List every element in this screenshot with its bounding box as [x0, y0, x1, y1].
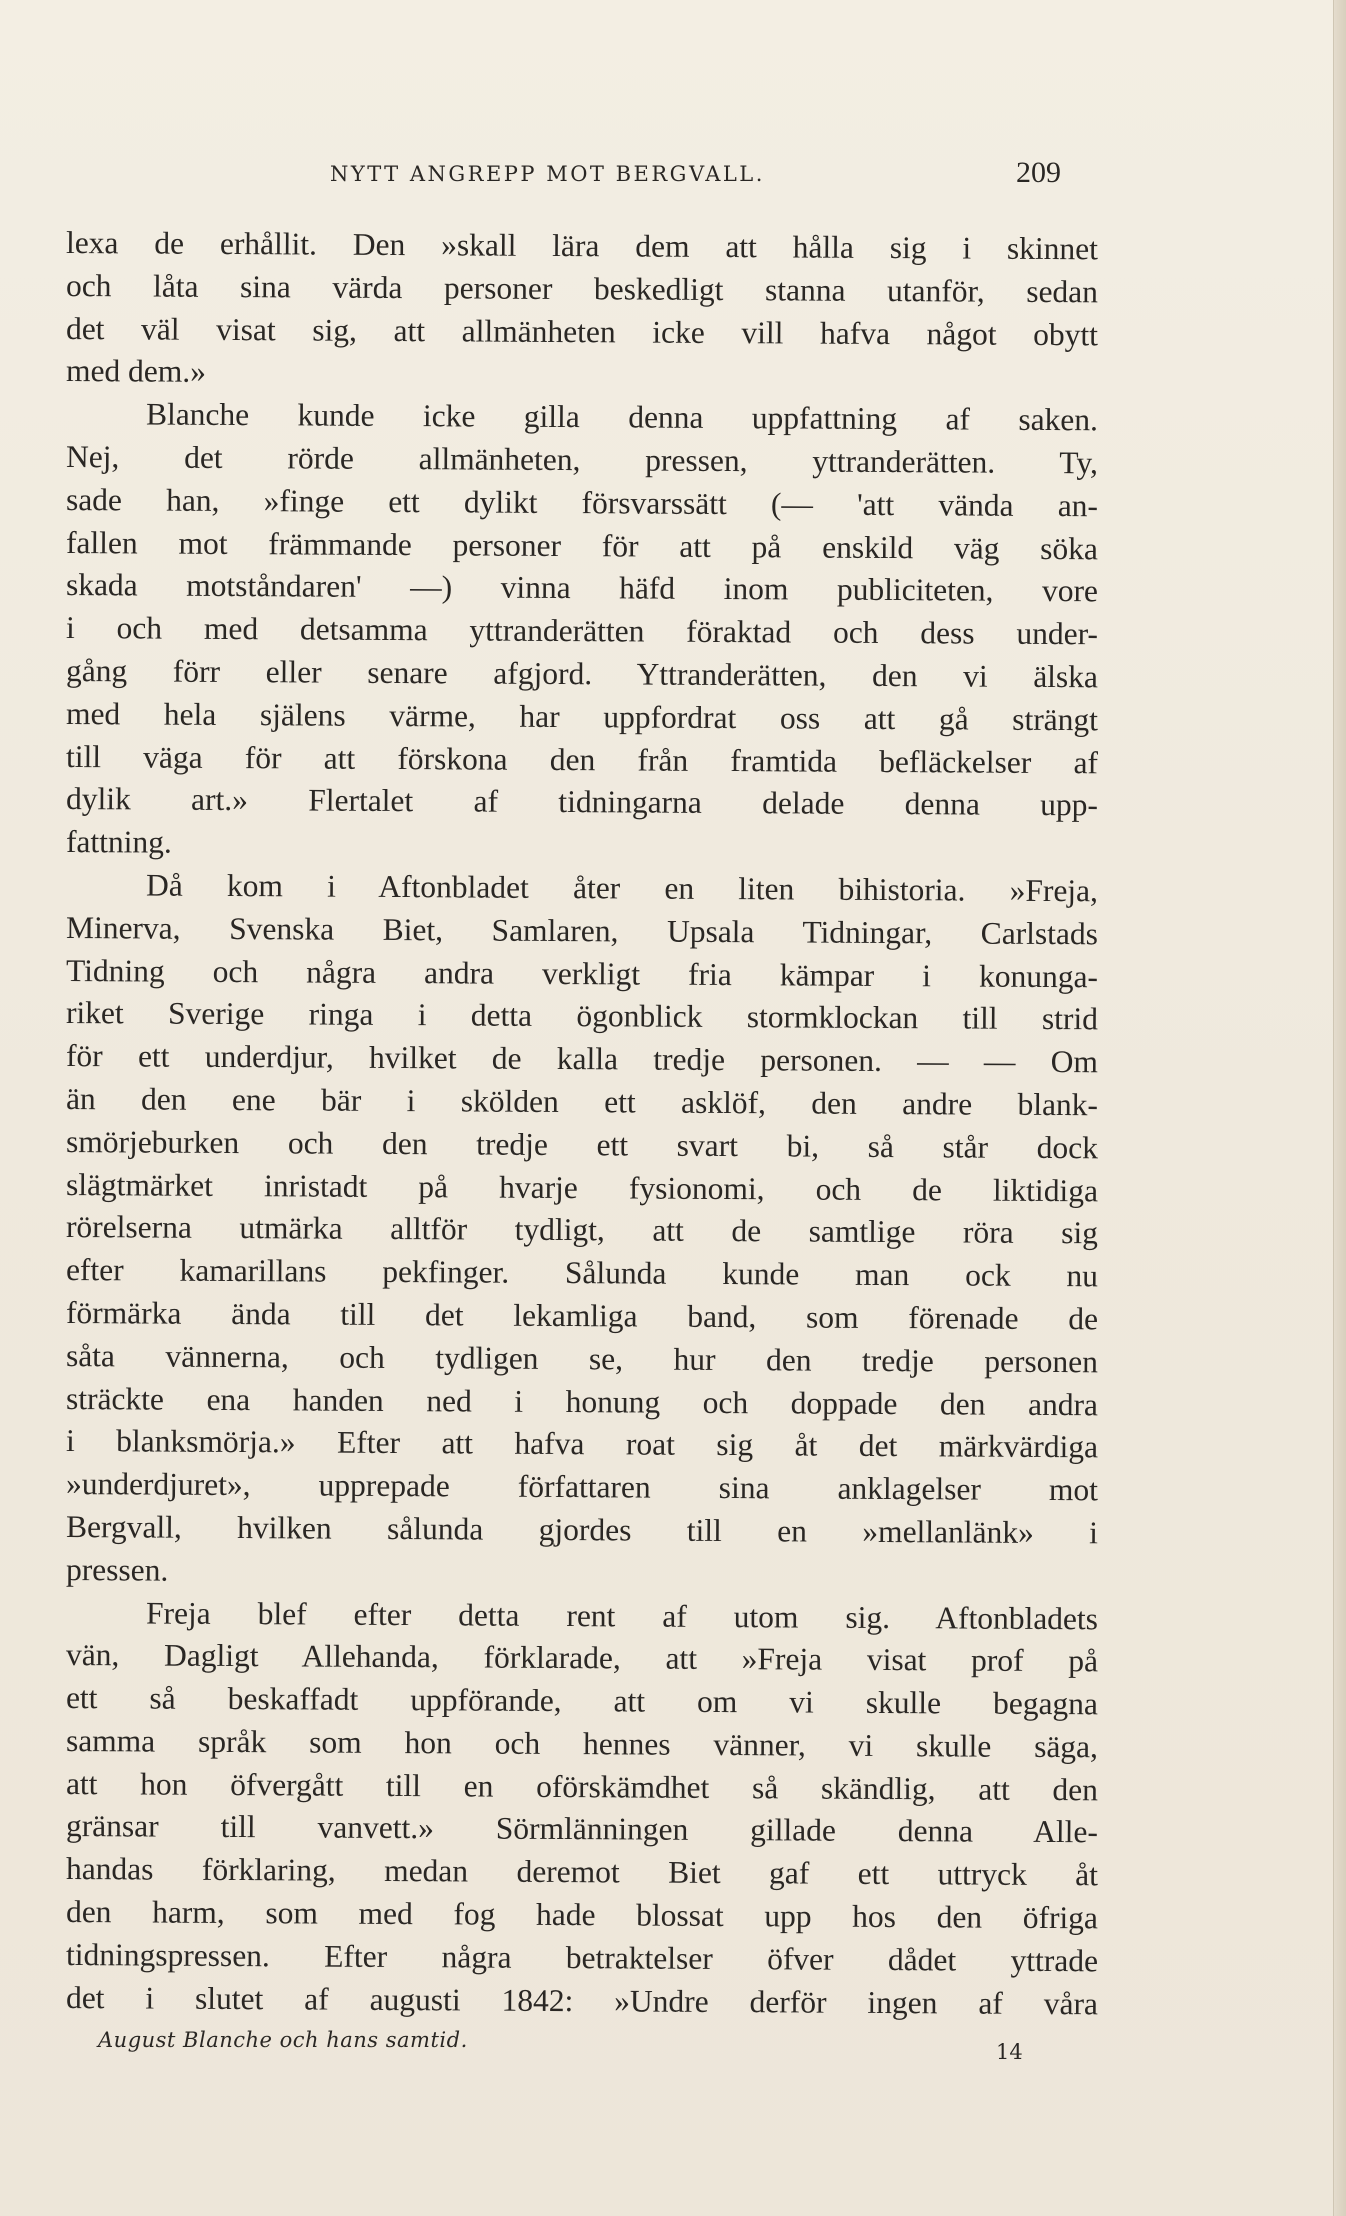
text-line: ett så beskaffadt uppförande, att om vi skulle begagna — [65, 1680, 1099, 1722]
text-line: än den ene bär i skölden ett asklöf, den andre blank- — [65, 1080, 1099, 1123]
text-line: slägtmärket inristadt på hvarje fysionomi, och de liktidiga — [65, 1166, 1099, 1208]
text-line: rörelserna utmärka alltför tydligt, att de samtlige röra sig — [65, 1209, 1099, 1251]
text-line: Blanche kunde icke gilla denna uppfattning af saken. — [145, 396, 1099, 438]
text-line: smörjeburken och den tredje ett svart bi, så står dock — [65, 1123, 1099, 1166]
text-line: Bergvall, hvilken sålunda gjordes till en »mellanlänk» i — [65, 1508, 1099, 1551]
text-line: samma språk som hon och hennes vänner, vi skulle säga, — [65, 1722, 1099, 1765]
text-line: dylik art.» Flertalet af tidningarna delade denna upp- — [65, 781, 1099, 823]
signature-mark: August Blanche och hans samtid. — [98, 2028, 468, 2052]
text-line: gränsar till vanvett.» Sörmlänningen gillade denna Alle- — [65, 1808, 1099, 1850]
page-number: 209 — [1016, 156, 1061, 189]
text-line: skada motståndaren' —) vinna häfd inom publiciteten, vore — [65, 567, 1099, 609]
text-line: för ett underdjur, hvilket de kalla tredje personen. — — Om — [65, 1038, 1099, 1080]
body-text — [66, 222, 1098, 2019]
text-line: Då kom i Aftonbladet åter en liten bihistoria. »Freja, — [145, 867, 1099, 909]
text-line: den harm, som med fog hade blossat upp hos den öfriga — [65, 1894, 1099, 1936]
text-line: vän, Dagligt Allehanda, förklarade, att »Freja visat prof på — [65, 1637, 1099, 1679]
text-line: Nej, det rörde allmänheten, pressen, yttranderätten. Ty, — [65, 438, 1099, 481]
text-line: gång förr eller senare afgjord. Yttranderätten, den vi älska — [65, 652, 1099, 695]
text-line: med dem.» — [65, 353, 207, 390]
text-line: handas förklaring, medan deremot Biet gaf ett uttryck åt — [65, 1851, 1099, 1893]
text-line: med hela själens värme, har uppfordrat oss att gå strängt — [65, 695, 1099, 738]
text-line: det i slutet af augusti 1842: »Undre derför ingen af våra — [65, 1979, 1099, 2021]
text-line: såta vännerna, och tydligen se, hur den tredje personen — [65, 1337, 1099, 1380]
page-header — [0, 156, 1346, 196]
text-line: förmärka ända till det lekamliga band, som förenade de — [65, 1294, 1099, 1337]
text-line: pressen. — [65, 1551, 169, 1588]
text-line: det väl visat sig, att allmänheten icke vill hafva något obytt — [65, 310, 1099, 352]
text-line: tidningspressen. Efter några betraktelser öfver dådet yttrade — [65, 1936, 1099, 1979]
text-line: sträckte ena handen ned i honung och doppade den andra — [65, 1380, 1099, 1422]
page-footer — [0, 2026, 1346, 2076]
text-line: efter kamarillans pekfinger. Sålunda kunde man ock nu — [65, 1252, 1099, 1294]
text-line: till väga för att förskona den från framtida befläckelser af — [65, 738, 1099, 780]
running-title: NYTT ANGREPP MOT BERGVALL. — [330, 162, 765, 186]
text-line: och låta sina värda personer beskedligt stanna utanför, sedan — [65, 267, 1099, 310]
text-line: »underdjuret», upprepade författaren sina anklagelser mot — [65, 1466, 1099, 1508]
text-line: sade han, »finge ett dylikt försvarssätt (— 'att vända an- — [65, 481, 1099, 524]
text-line: fallen mot främmande personer för att på enskild väg söka — [65, 524, 1099, 566]
page-edge — [1333, 0, 1346, 2216]
text-line: Freja blef efter detta rent af utom sig. Aftonbladets — [145, 1594, 1099, 1636]
text-line: riket Sverige ringa i detta ögonblick stormklockan till strid — [65, 995, 1099, 1037]
text-line: Minerva, Svenska Biet, Samlaren, Upsala Tidningar, Carlstads — [65, 909, 1099, 952]
text-line: att hon öfvergått till en oförskämdhet så skändlig, att den — [65, 1765, 1099, 1807]
text-line: lexa de erhållit. Den »skall lära dem att hålla sig i skinnet — [65, 225, 1099, 267]
sheet-number: 14 — [996, 2040, 1023, 2064]
text-line: Tidning och några andra verkligt fria kämpar i konunga- — [65, 952, 1099, 994]
text-line: i blanksmörja.» Efter att hafva roat sig åt det märkvärdiga — [65, 1423, 1099, 1465]
text-line: fattning. — [65, 824, 172, 860]
text-line: i och med detsamma yttranderätten föraktad och dess under- — [65, 610, 1099, 652]
